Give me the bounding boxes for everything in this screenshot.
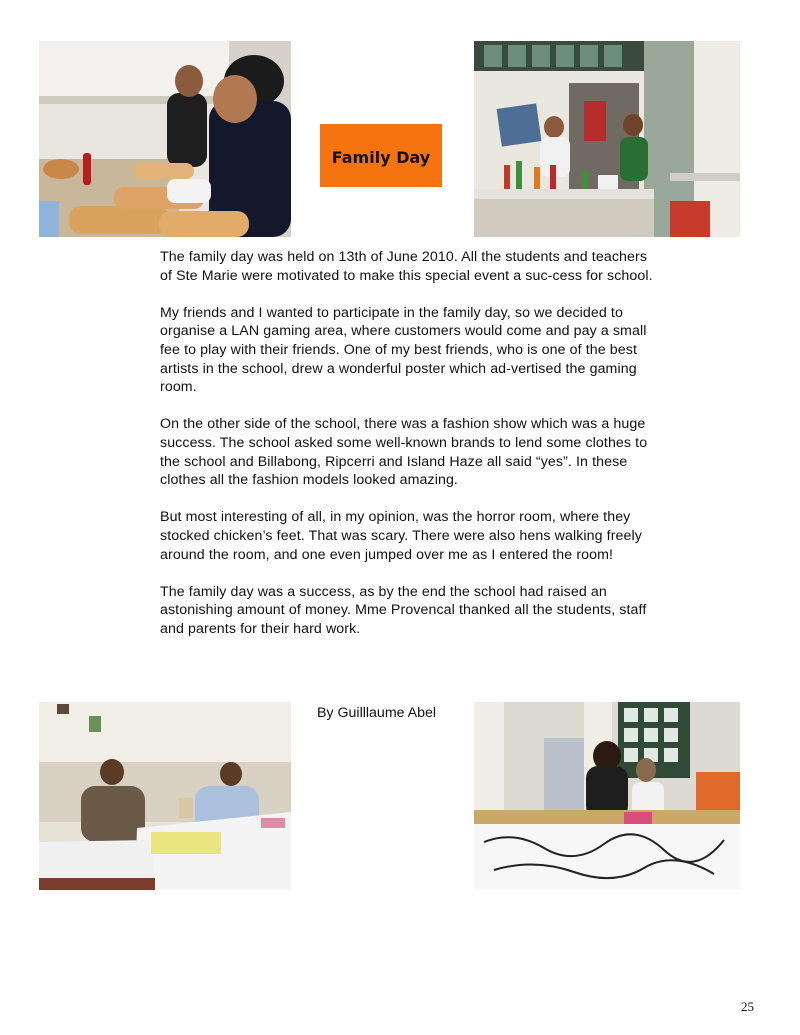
photo-gaming-table (39, 702, 291, 890)
photo-food-stall (474, 702, 740, 890)
page-title: Family Day (331, 148, 431, 167)
paragraph: The family day was held on 13th of June 2010. All the students and teachers of Ste Marie were motivated to make this special event a suc-cess for school. (160, 249, 653, 284)
paragraph: My friends and I wanted to participate in the family day, so we decided to organise a LAN gaming area, where customers would come and pay a small fee to play with their friends. One of my best friends, who is one of the best artists in the school, drew a wonderful poster which ad-vertised the gaming room. (160, 304, 647, 396)
paragraph: On the other side of the school, there was a fashion show which was a huge success. The school asked some well-known brands to lend some clothes to the school and Billabong, Ripcerri and Island Haze all said “yes”. In these clothes all the fashion models looked amazing. (160, 416, 648, 489)
page-number: 25 (741, 999, 754, 1014)
paragraph: The family day was a success, as by the end the school had raised an astonishing amount of money. Mme Provencal thanked all the students, staff and parents for their hard work. (160, 583, 647, 637)
title-box (320, 124, 442, 187)
paragraph: But most interesting of all, in my opinion, was the horror room, where they stocked chicken’s feet. That was scary. There were also hens walking freely around the room, and one even jumped over me as I entered the room! (160, 509, 642, 563)
byline: By Guilllaume Abel (317, 705, 437, 721)
photo-drinks-stall (474, 41, 740, 237)
photo-food-preparation (39, 41, 291, 237)
article-body (160, 248, 660, 657)
